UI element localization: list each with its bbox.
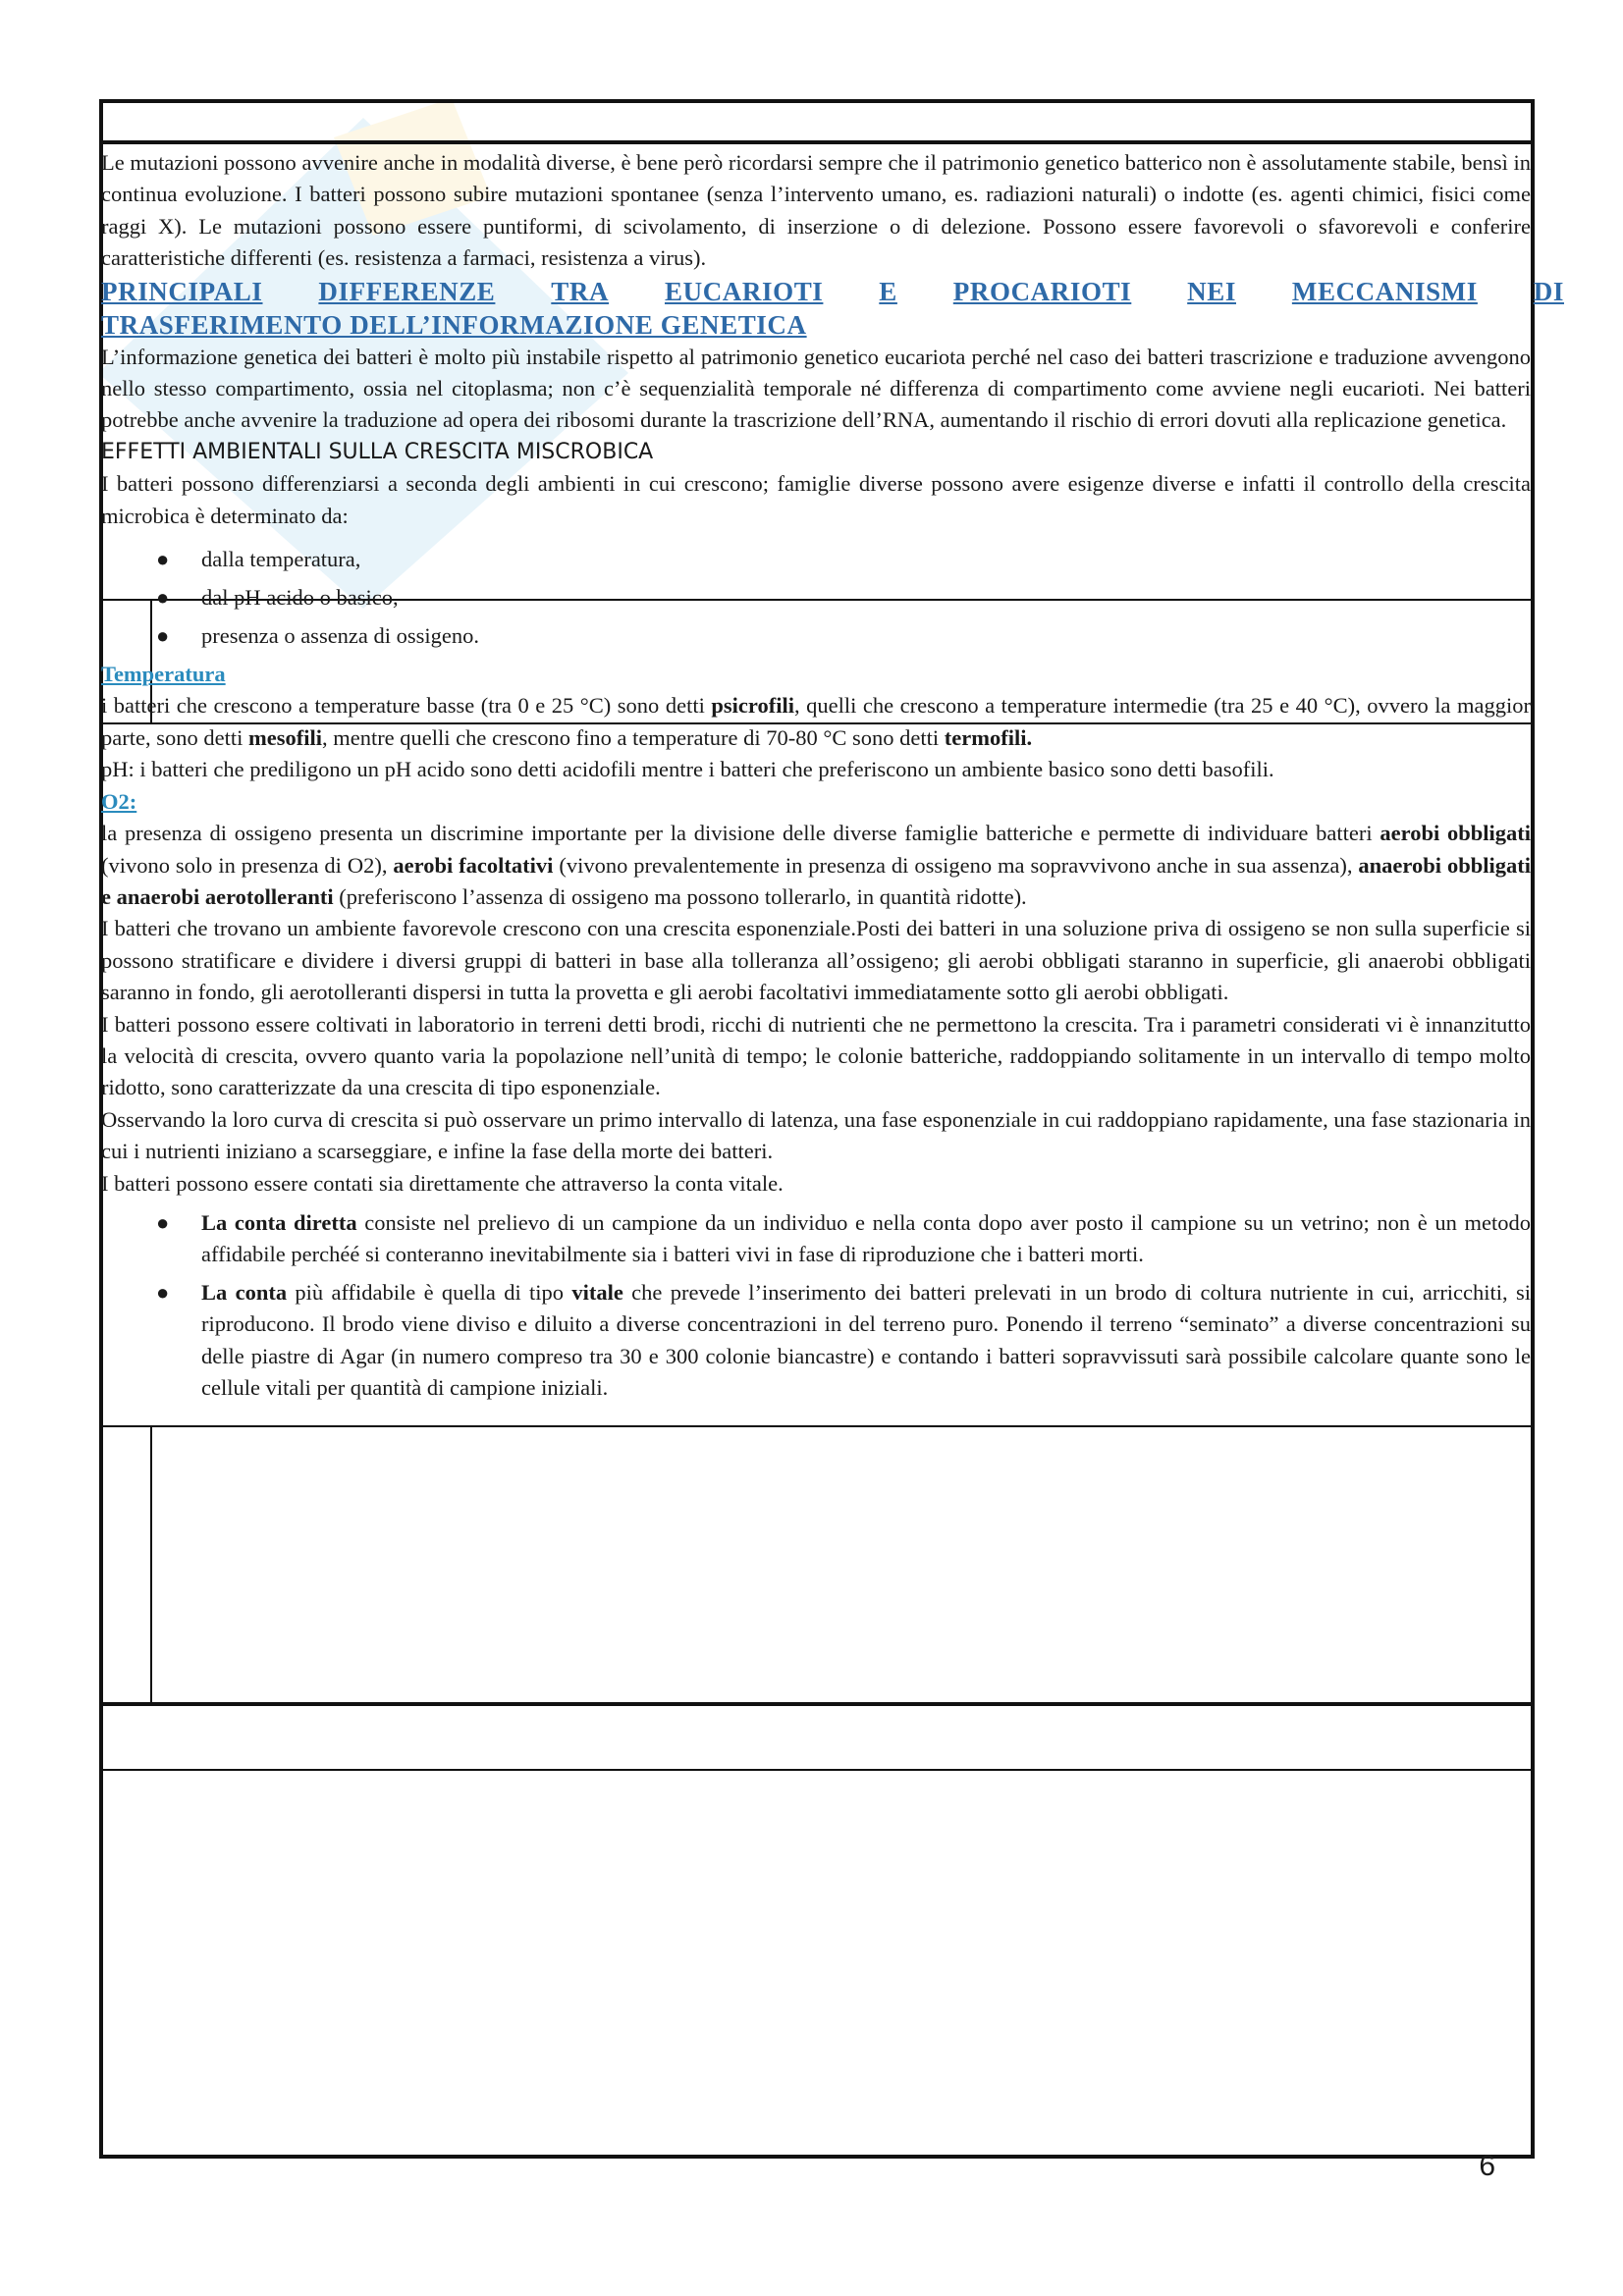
- bullet-icon: ●: [156, 547, 170, 572]
- factor-list: [101, 540, 1531, 655]
- table-rule-4: [103, 1702, 1531, 1706]
- effects-paragraph: I batteri possono differenziarsi a seconda degli ambienti in cui crescono; famiglie diverse possono avere esigenze diverse e infatti il controllo della crescita microbica è determinato da:: [101, 471, 1531, 528]
- heading-differences: [101, 275, 1564, 342]
- list-item-text: dalla temperatura,: [201, 547, 361, 572]
- heading-word: MECCANISMI: [1291, 276, 1478, 306]
- oxygen-paragraph: la presenza di ossigeno presenta un discrimine importante per la divisione delle diverse famiglie batteriche e permette di individuare batteri aerobi obbligati (vivono solo in presenza di O2), aerobi facoltativi (vivono prevalentemente in presenza di ossigeno ma sopravvivono anche in sua assenza), anaerobi obbligati e anaerobi aerotolleranti (preferiscono l’assenza di ossigeno ma possono tollerarlo, in quantità ridotte).: [101, 821, 1531, 909]
- heading-word: DI: [1533, 276, 1564, 306]
- count-intro: I batteri possono essere contati sia direttamente che attraverso la conta vitale.: [101, 1170, 784, 1196]
- heading-word: E: [879, 276, 897, 306]
- heading-oxygen: O2:: [101, 788, 137, 814]
- count-list: [101, 1207, 1531, 1404]
- bullet-icon: ●: [156, 1279, 170, 1305]
- list-item-text: La conta diretta consiste nel prelievo di un campione da un individuo e nella conta dopo aver posto il campione su un vetrino; non è un metodo affidabile perchéé si conteranno inevitabilmente sia i batteri vivi in fase di riproduzione che i batteri morti.: [201, 1209, 1531, 1267]
- bullet-icon: ●: [156, 623, 170, 649]
- heading-word: TRA: [551, 276, 610, 306]
- list-item-text: presenza o assenza di ossigeno.: [201, 623, 480, 649]
- list-item-text: La conta più affidabile è quella di tipo vitale che prevede l’inserimento dei batteri prelevati in un brodo di coltura nutriente in cui, arricchiti, si riproducono. Il brodo viene diviso e diluito a diverse concentrazioni in del terreno puro. Ponendo il terreno “seminato” a diverse concentrazioni su delle piastre di Agar (in numero compreso tra 30 e 300 colonie biancastre) e contando i batteri sopravvissuti sarà possibile calcolare quante sono le cellule vitali per quantità di campione iniziali.: [201, 1279, 1531, 1400]
- heading-word: EUCARIOTI: [664, 276, 824, 306]
- heading-effects: EFFETTI AMBIENTALI SULLA CRESCITA MISCROBICA: [101, 439, 654, 464]
- heading-line-2: TRASFERIMENTO DELL’INFORMAZIONE GENETICA: [101, 309, 807, 340]
- heading-line-1: [101, 275, 1564, 308]
- temperature-paragraph: i batteri che crescono a temperature basse (tra 0 e 25 °C) sono detti psicrofili, quelli che crescono a temperature intermedie (tra 25 e 40 °C), ovvero la maggior parte, sono detti mesofili, mentre quelli che crescono fino a temperature di 70-80 °C sono detti termofili.: [101, 693, 1531, 750]
- heading-word: PRINCIPALI: [101, 276, 263, 306]
- list-item: [101, 1277, 1531, 1405]
- genetics-paragraph: L’informazione genetica dei batteri è molto più instabile rispetto al patrimonio genetico eucariota perché nel caso dei batteri trascrizione e traduzione avvengono nello stesso compartimento, ossia nel citoplasma; non c’è sequenzialità temporale né differenza di compartimento come avviene negli eucarioti. Nei batteri potrebbe anche avvenire la traduzione ad opera dei ribosomi durante la trascrizione dell’RNA, aumentando il rischio di errori dovuti alla replicazione genetica.: [101, 344, 1531, 433]
- list-item: [101, 616, 1531, 655]
- list-item: [101, 540, 1531, 578]
- page-number: 6: [1479, 2150, 1495, 2182]
- footer-rule: [103, 2155, 1531, 2159]
- ph-paragraph: pH: i batteri che prediligono un pH acido sono detti acidofili mentre i batteri che preferiscono un ambiente basico sono detti basofili.: [101, 757, 1274, 782]
- bullet-icon: ●: [156, 1209, 170, 1235]
- curve-paragraph: Osservando la loro curva di crescita si può osservare un primo intervallo di latenza, una fase esponenziale in cui raddoppiano rapidamente, una fase stazionaria in cui i nutrienti iniziano a scarseggiare, e infine la fase della morte dei batteri.: [101, 1106, 1531, 1164]
- list-col-2: [150, 1425, 152, 1702]
- intro-paragraph: Le mutazioni possono avvenire anche in modalità diverse, è bene però ricordarsi sempre che il patrimonio genetico batterico non è assolutamente stabile, bensì in continua evoluzione. I batteri possono subire mutazioni spontanee (senza l’intervento umano, es. radiazioni naturali) o indotte (es. agenti chimici, fisici come raggi X). Le mutazioni possono essere puntiformi, di scivolamento, di inserzione o di delezione. Possono essere favorevoli o sfavorevoli e conferire caratteristiche differenti (es. resistenza a farmaci, resistenza a virus).: [101, 150, 1531, 271]
- table-rule-3: [103, 1425, 1531, 1427]
- bullet-icon: ●: [156, 585, 170, 611]
- table-rule-5: [103, 1769, 1531, 1771]
- list-item: [101, 1207, 1531, 1271]
- heading-word: DIFFERENZE: [318, 276, 496, 306]
- heading-temperature: Temperatura: [101, 662, 226, 687]
- heading-word: PROCARIOTI: [952, 276, 1132, 306]
- main-content: [101, 147, 1564, 1404]
- growth-paragraph: I batteri che trovano un ambiente favorevole crescono con una crescita esponenziale.Posti dei batteri in una soluzione priva di ossigeno se non sulla superficie si possono stratificare e dividere i diversi gruppi di batteri in base alla tolleranza all’ossigeno; gli aerobi obbligati staranno in superficie, gli anaerobi obbligati saranno in fondo, gli aerotolleranti dispersi in tutta la provetta e gli aerobi facoltativi immediatamente sotto gli aerobi obbligati.: [101, 916, 1531, 1005]
- heading-word: NEI: [1187, 276, 1236, 306]
- list-item: [101, 578, 1531, 616]
- list-item-text: dal pH acido o basico,: [201, 585, 399, 611]
- lab-paragraph: I batteri possono essere coltivati in laboratorio in terreni detti brodi, ricchi di nutrienti che ne permettono la crescita. Tra i parametri considerati vi è innanzitutto la velocità di crescita, ovvero quanto varia la popolazione nell’unità di tempo; le colonie batteriche, raddoppiando solitamente in un intervallo di tempo molto ridotto, sono caratterizzate da una crescita di tipo esponenziale.: [101, 1011, 1531, 1100]
- top-rule: [103, 140, 1531, 144]
